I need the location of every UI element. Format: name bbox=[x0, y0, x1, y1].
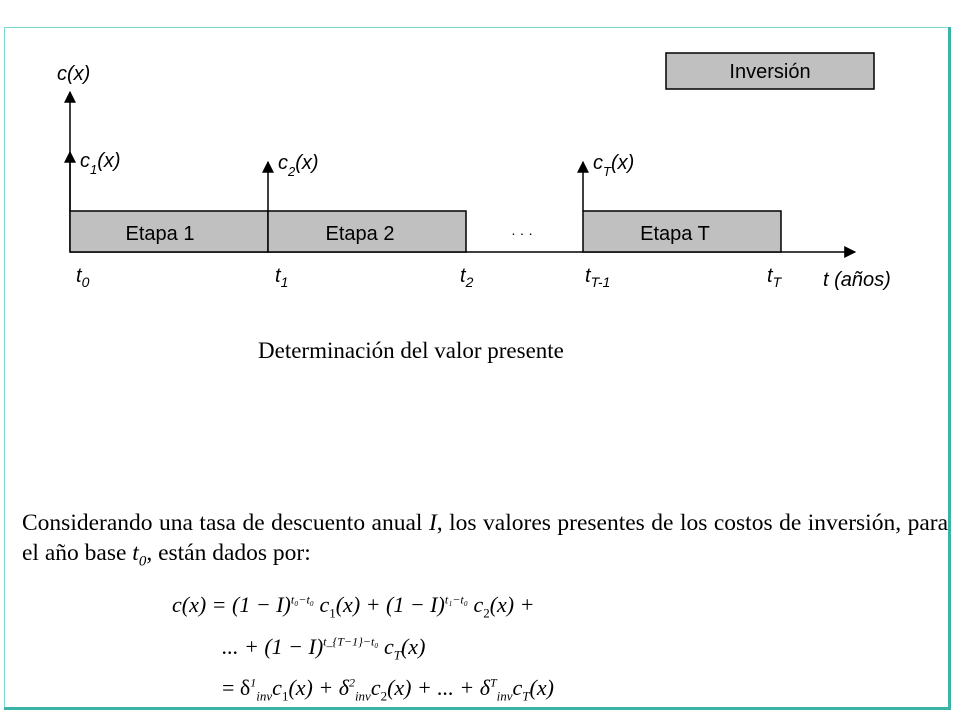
equation-line-1: $c(x) = (1 - I)^{t_0-t_0}$ $c_1(x) + (1 - I)^{t_1-t_0}$ $c_2(x)$ + bbox=[172, 592, 535, 621]
tick-t1: $t_1$ bbox=[275, 265, 289, 290]
tick-tT: $t_T$ bbox=[767, 265, 782, 290]
stage-label-T: Etapa T bbox=[640, 223, 710, 245]
base-year-symbol: t bbox=[132, 540, 139, 566]
tick-t2: $t_2$ bbox=[460, 265, 474, 290]
paragraph-text-1: Considerando una tasa de descuento anual bbox=[22, 510, 429, 536]
base-year-subscript: 0 bbox=[138, 553, 147, 570]
paragraph-text-3: , están dados por: bbox=[146, 540, 311, 566]
cost-label-T: $c_T(x)$ bbox=[593, 152, 635, 179]
timeline-diagram bbox=[0, 0, 960, 320]
legend-label: Inversión bbox=[729, 61, 811, 83]
cost-label-2: $c_2(x)$ bbox=[278, 152, 319, 179]
ellipsis: · · · bbox=[511, 225, 533, 241]
equation-line-2: ... + $(1 - I)^{t\_\{T-1\}-t_0}$ $c_T(x)$ bbox=[222, 634, 426, 663]
tick-tT-1: $t_{T-1}$ bbox=[585, 265, 611, 290]
slide-frame-shadow-bottom bbox=[4, 707, 951, 710]
equation-line-3: = $\delta^1_{inv}c_1(x) + \delta^2_{inv}c_2(x)$ + ... + $\delta^T_{inv}c_T(x)$ bbox=[222, 675, 554, 704]
tick-t0: $t_0$ bbox=[76, 265, 90, 290]
y-axis-label: c(x) bbox=[57, 63, 91, 85]
paragraph-text-2: , los valores presentes de los costos de inversión, para el año base bbox=[22, 510, 948, 566]
description-paragraph bbox=[22, 508, 948, 577]
stage-label-1: Etapa 1 bbox=[125, 223, 195, 245]
rate-symbol: I bbox=[428, 510, 437, 536]
x-axis-label: t (años) bbox=[823, 269, 891, 291]
diagram-caption: Determinación del valor presente bbox=[258, 338, 564, 363]
stage-label-2: Etapa 2 bbox=[325, 223, 395, 245]
cost-label-1: $c_1(x)$ bbox=[80, 150, 121, 177]
